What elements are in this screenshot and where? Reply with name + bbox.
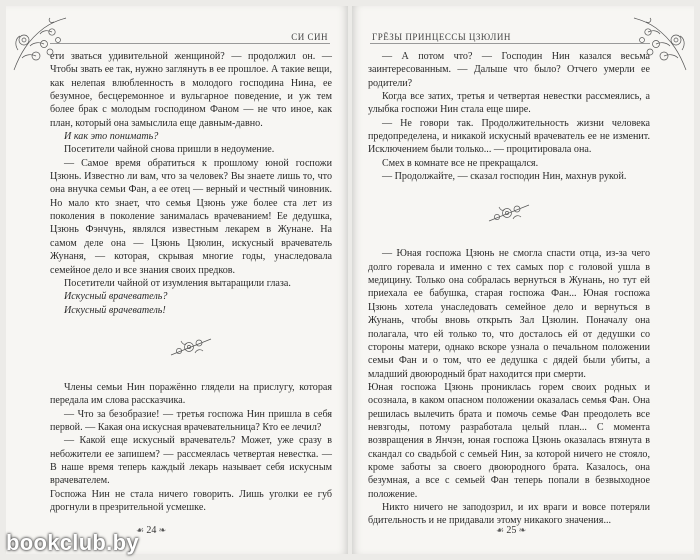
page-number-ornament-icon: ❧ (516, 525, 527, 535)
paragraph: — Продолжайте, — сказал господин Нин, махнув рукой. (382, 171, 627, 183)
section-separator (50, 327, 332, 367)
paragraph: — Самое время обратиться к прошлому юной госпожи Цзюнь. Известно ли вам, что за человек? Вы знаете лишь то, что она внучка семьи Фан, а ее отец — верный и честный чиновник. Но мало кто знает, что семья Цзюнь уже более ста лет из поколения в поколение занималась врачеванием! Ее дедушка, Цзюнь Фэнчунь, являлся известным лекарем в Жунане. На самом деле она — Цзюнь Цзюлин, искусный врачеватель Жунаня, — которая, скрывая многие годы, унаследовала семейное дело и все знания своих предков. (50, 157, 332, 276)
paragraph: Посетители чайной от изумления вытаращили глаза. (64, 277, 291, 289)
left-page-text (50, 50, 332, 514)
flower-ornament-icon (485, 199, 533, 227)
page-number-ornament-icon: ☙ (136, 525, 147, 535)
page-number (136, 525, 166, 536)
page-number-value: 24 (146, 525, 157, 536)
paragraph: Никто ничего не заподозрил, и их враги и вовсе потеряли бдительность и не придавали этому никакого значения... (368, 501, 650, 527)
left-page (6, 6, 348, 554)
running-header: СИ СИН (291, 32, 328, 42)
right-page (352, 6, 694, 554)
paragraph: — А потом что? — Господин Нин казался весьма заинтересованным. — Дальше что было? Отчего умерли ее родители? (368, 51, 650, 89)
paragraph: Когда все затих, третья и четвертая невестки рассмеялись, а улыбка госпожи Нин стала еще шире. (368, 91, 650, 116)
header-rule (50, 43, 330, 44)
running-header: ГРЁЗЫ ПРИНЦЕССЫ ЦЗЮЛИН (372, 32, 511, 42)
section-separator (368, 193, 650, 233)
paragraph: Смех в комнате все не прекращался. (382, 157, 539, 169)
paragraph: ети зваться удивительной женщиной? — продолжил он. — Чтобы звать ее так, нужно заглянуть в ее прошлое. А такие вещи, как нелепая влюбленность в молодого господина Нина, ее безумное, бесцеремонное и вульгарное поведение, и уж тем более брак с молодым господином Фаном — не что иное, как план, который она замыслила еще давным-давно. (50, 51, 332, 129)
paragraph-italic: И как это понимать? (64, 131, 159, 143)
paragraph: Члены семьи Нин поражённо глядели на прислугу, которая передала им слова рассказчика. (50, 381, 332, 407)
paragraph: — Не говори так. Продолжительность жизни человека предопределена, и никакой искусный врачеватель ее не изменит. Исключением были только... — процитировала она. (368, 117, 650, 156)
paragraph-italic: Искусный врачеватель! (64, 304, 166, 316)
right-page-text (368, 50, 650, 528)
page-number-value: 25 (506, 525, 517, 536)
page-number-ornament-icon: ❧ (156, 525, 167, 535)
watermark-logo: bookclub.by (6, 530, 139, 555)
paragraph: — Что за безобразие! — третья госпожа Нин пришла в себя первой. — Какая она искусная врачевательница? Кто ее лечил? (50, 408, 332, 433)
flower-ornament-icon (167, 333, 215, 361)
page-number (496, 525, 526, 536)
page-number-ornament-icon: ☙ (496, 525, 507, 535)
paragraph-italic: Искусный врачеватель? (64, 291, 168, 303)
paragraph: — Какой еще искусный врачеватель? Может, уже сразу в небожители ее запишем? — рассмеялась четвертая невестка. — В наше время теперь каждый лекарь называет себя искусным врачевателем. (50, 435, 332, 487)
paragraph: — Юная госпожа Цзюнь не смогла спасти отца, из-за чего долго горевала и именно с тех самых пор с головой ушла в медицину. Только она собралась вернуться в Жунань, но тут ей приехала ее бабушка, старая госпожа Фан... Юная госпожа Цзюнь хотела унаследовать семейное дело и вернуться в Жунань, чтобы вновь открыть Зал Цзюлин. Поначалу она полагала, что ей только то, что досталось ей от дедушки со стороны матери, однако вскоре узнала о печальном положении семьи Фан и о том, что ее дедушка с дядей были убиты, а младший двоюродный брат находится при смерти. (368, 248, 650, 380)
paragraph: Посетители чайной снова пришли в недоумение. (64, 144, 275, 156)
paragraph: Юная госпожа Цзюнь прониклась горем своих родных и осознала, в каком опасном положении оказалась семья Фан. Она решилась вылечить брата и помочь семье Фан преодолеть все невзгоды, потому разработала целый план... С момента возвращения в Янчэн, юная госпожа Цзюнь оказалась втянута в скандал со свадьбой с семьей Нин, за которой ничего не стояло, кроме заботы за своего двоюродного брата. Казалось, она безумная, а все с семьей Фан теперь попали в безвыходное положение. (368, 381, 650, 500)
paragraph: Госпожа Нин не стала ничего говорить. Лишь уголки ее губ дрогнули в презрительной усмешке. (50, 488, 332, 513)
header-rule (370, 43, 650, 44)
